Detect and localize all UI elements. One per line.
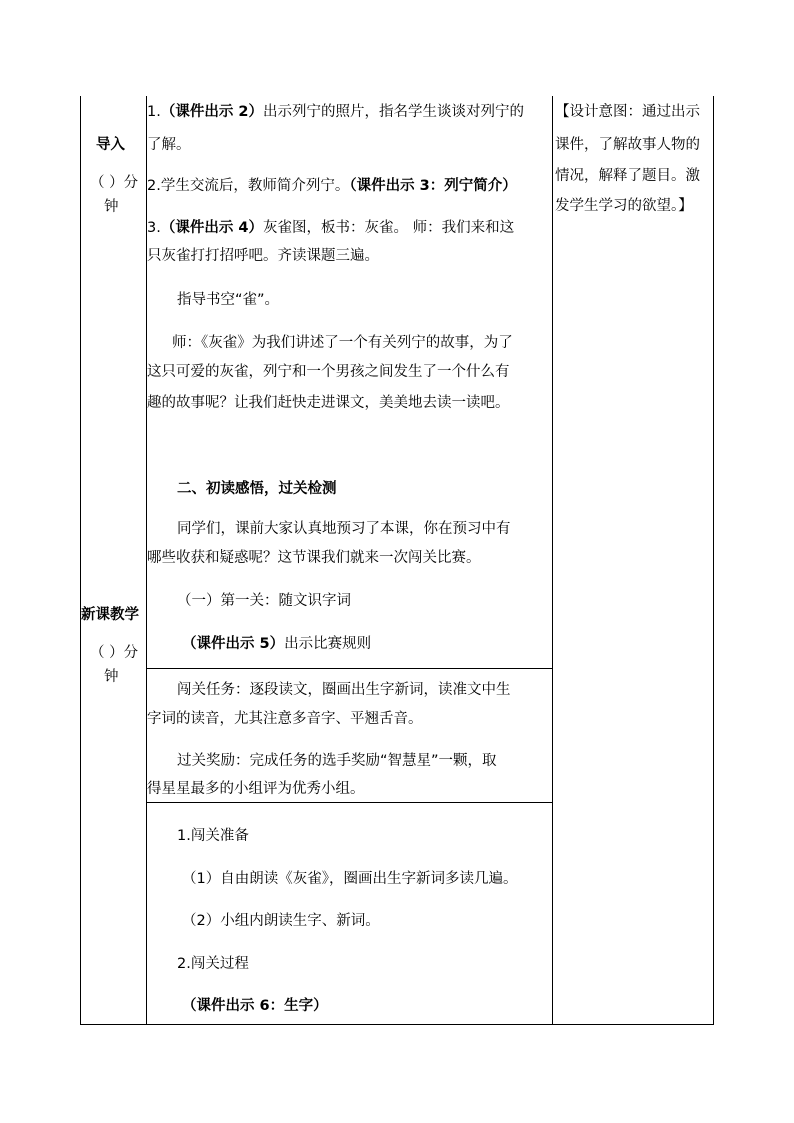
intro-step-1-number: 1. (147, 104, 161, 120)
design-intent-line-4: 发学生学习的欲望。】 (555, 198, 693, 214)
intro-step-3-slide-ref: （课件出示 4） (160, 220, 263, 236)
guide-writing: 指导书空“雀”。 (177, 292, 280, 308)
section-2-intro-line-2: 哪些收获和疑惑呢？这节课我们就来一次闯关比赛。 (147, 550, 481, 566)
level-1-heading: （一）第一关：随文识字词 (177, 593, 351, 609)
new-lesson-stage-time: （ ）分 (90, 645, 139, 661)
new-lesson-stage-unit: 钟 (104, 669, 119, 685)
design-intent-line-1: 【设计意图：通过出示 (555, 104, 700, 120)
teacher-talk-line-2: 这只可爱的灰雀，列宁和一个男孩之间发生了一个什么有 (147, 364, 510, 380)
intro-step-1 (147, 102, 524, 122)
section-2-heading: 二、初读感悟，过关检测 (177, 481, 337, 497)
teacher-talk-line-3: 趣的故事呢？让我们赶快走进课文，美美地去读一读吧。 (147, 395, 510, 411)
table-border-bottom (80, 1024, 714, 1025)
slide-6-ref: （课件出示 6：生字） (182, 998, 328, 1014)
reward-line-2: 得星星最多的小组评为优秀小组。 (147, 781, 365, 797)
intro-step-2-slide-ref: （课件出示 3：列宁简介） (349, 178, 517, 194)
intro-step-3-number: 3. (147, 220, 161, 236)
intro-step-2 (147, 176, 517, 196)
process-heading: 2.闯关过程 (177, 956, 249, 972)
intro-step-1-line-2: 了解。 (147, 137, 191, 153)
design-intent-line-3: 情况，解释了题目。激 (555, 168, 700, 184)
prep-item-2: （2）小组内朗读生字、新词。 (182, 913, 380, 929)
intro-step-3 (147, 218, 514, 238)
task-line-2: 字词的读音，尤其注意多音字、平翘舌音。 (147, 711, 423, 727)
teacher-talk-line-1: 师：《灰雀》为我们讲述了一个有关列宁的故事，为了 (172, 335, 513, 351)
prep-item-1: （1）自由朗读《灰雀》，圈画出生字新词多读几遍。 (182, 871, 518, 887)
rule-slide (182, 634, 371, 654)
table-divider-2 (552, 96, 553, 1025)
rule-slide-ref: （课件出示 5） (182, 636, 285, 652)
rule-box-top-line (146, 668, 553, 669)
table-border-left (80, 96, 81, 1025)
intro-step-2-text: 2.学生交流后，教师简介列宁。 (147, 178, 350, 194)
new-lesson-stage-title: 新课教学 (81, 607, 139, 623)
intro-step-3-line-2: 只灰雀打打招呼吧。齐读课题三遍。 (147, 248, 379, 264)
rule-box-bottom-line (146, 802, 553, 803)
intro-step-1-slide-ref: （课件出示 2） (160, 104, 263, 120)
intro-step-3-text: 灰雀图，板书：灰雀。 师：我们来和这 (262, 220, 515, 236)
rule-slide-text: 出示比赛规则 (284, 636, 372, 652)
prep-heading: 1.闯关准备 (177, 828, 249, 844)
section-2-intro-line-1: 同学们，课前大家认真地预习了本课，你在预习中有 (177, 521, 511, 537)
design-intent-line-2: 课件，了解故事人物的 (555, 137, 700, 153)
intro-step-1-text: 出示列宁的照片，指名学生谈谈对列宁的 (262, 104, 524, 120)
table-border-right (713, 96, 714, 1025)
reward-line-1: 过关奖励：完成任务的选手奖励“智慧星”一颗，取 (177, 753, 497, 769)
task-line-1: 闯关任务：逐段读文，圈画出生字新词，读准文中生 (177, 682, 511, 698)
intro-stage-time: （ ）分 (90, 175, 139, 191)
intro-stage-unit: 钟 (104, 199, 119, 215)
intro-stage-title: 导入 (96, 137, 125, 153)
